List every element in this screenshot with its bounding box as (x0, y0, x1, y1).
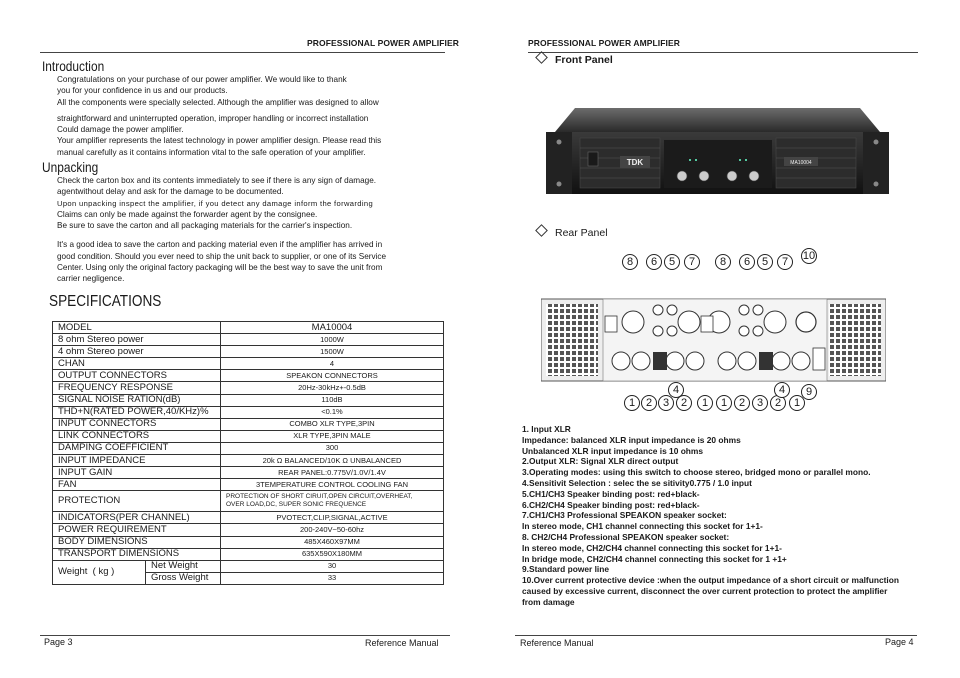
spec-label: LINK CONNECTORS (53, 430, 221, 442)
spec-label: INPUT IMPEDANCE (53, 455, 221, 467)
footer-manual: Reference Manual (365, 638, 439, 648)
callout-number: 3 (752, 395, 768, 411)
spec-row (53, 512, 444, 524)
description-line: 5.CH1/CH3 Speaker binding post: red+black- (522, 488, 700, 499)
footer-manual-right: Reference Manual (520, 638, 594, 648)
callout-number: 2 (770, 395, 786, 411)
spec-value: 3TEMPERATURE CONTROL COOLING FAN (221, 479, 444, 491)
callout-number: 7 (684, 254, 700, 270)
callout-number: 6 (739, 254, 755, 270)
callout-number: 4 (774, 382, 790, 398)
description-line: Unbalanced XLR input impedance is 10 ohms (522, 445, 704, 456)
spec-label: THD+N(RATED POWER,40/KHz)% (53, 406, 221, 418)
callout-number: 5 (664, 254, 680, 270)
spec-value: 485X460X97MM (221, 536, 444, 548)
rear-panel-image (541, 296, 886, 384)
spec-label: PROTECTION (53, 491, 221, 512)
description-line: In bridge mode, CH2/CH4 channel connecting this socket for 1 +1+ (522, 553, 787, 564)
gross-weight-label: Gross Weight (146, 572, 221, 584)
spec-label: INDICATORS(PER CHANNEL) (53, 512, 221, 524)
description-line: 10.Over current protective device :when the output impedance of a short circuit or malfunction (522, 575, 899, 586)
spec-row (53, 548, 444, 560)
callout-number: 1 (789, 395, 805, 411)
description-line: 3.Operating modes: using this switch to choose stereo, bridged mono or parallel mono. (522, 467, 871, 478)
callout-number: 2 (734, 395, 750, 411)
callout-number: 3 (658, 395, 674, 411)
spec-value: 200-240V~50-60hz (221, 524, 444, 536)
specifications-table (52, 321, 444, 585)
description-line: 1. Input XLR (522, 424, 571, 434)
weight-label: Weight ( kg ) (53, 560, 146, 584)
callout-number: 10 (802, 250, 816, 262)
diamond-icon (535, 51, 548, 64)
callout-number: 5 (757, 254, 773, 270)
spec-value: 110dB (221, 394, 444, 406)
spec-row (53, 479, 444, 491)
rear-panel-title: Rear Panel (537, 226, 608, 239)
spec-value: 4 (221, 358, 444, 370)
rear-panel-descriptions (522, 424, 899, 608)
callout-number: 6 (646, 254, 662, 270)
spec-label: FAN (53, 479, 221, 491)
spec-value: 1000W (221, 334, 444, 346)
spec-row (53, 346, 444, 358)
spec-value: COMBO XLR TYPE,3PIN (221, 418, 444, 430)
footer-rule-right (515, 635, 917, 636)
front-brand-label: TDK (626, 158, 644, 167)
spec-row (53, 370, 444, 382)
spec-row (53, 358, 444, 370)
footer-rule (40, 635, 450, 636)
unpacking-heading: Unpacking (42, 159, 99, 175)
spec-value: XLR TYPE,3PIN MALE (221, 430, 444, 442)
spec-value: PVOTECT,CLIP,SIGNAL,ACTIVE (221, 512, 444, 524)
spec-row (53, 418, 444, 430)
diamond-icon (535, 224, 548, 237)
spec-value: 635X590X180MM (221, 548, 444, 560)
description-line: 8. CH2/CH4 Professional SPEAKON speaker socket: (522, 531, 730, 542)
front-panel-title: Front Panel (537, 53, 613, 66)
spec-label: CHAN (53, 358, 221, 370)
net-weight-label: Net Weight (146, 560, 221, 572)
spec-label: INPUT GAIN (53, 467, 221, 479)
net-weight-value: 30 (221, 560, 444, 572)
spec-row (53, 406, 444, 418)
front-model-label: MA10004 (790, 160, 812, 166)
spec-label: BODY DIMENSIONS (53, 536, 221, 548)
spec-label: DAMPING COEFFICIENT (53, 442, 221, 454)
callout-number: 8 (715, 254, 731, 270)
spec-value: 300 (221, 442, 444, 454)
spec-row (53, 334, 444, 346)
spec-label: SIGNAL NOISE RATION(dB) (53, 394, 221, 406)
spec-label: TRANSPORT DIMENSIONS (53, 548, 221, 560)
header-title-right: PROFESSIONAL POWER AMPLIFIER (528, 38, 681, 48)
spec-label: 8 ohm Stereo power (53, 334, 221, 346)
spec-row (53, 467, 444, 479)
spec-value: REAR PANEL:0.775V/1.0V/1.4V (221, 467, 444, 479)
description-line: from damage (522, 596, 575, 607)
description-line: 9.Standard power line (522, 564, 610, 575)
spec-value: MA10004 (221, 322, 444, 334)
callout-number: 2 (641, 395, 657, 411)
front-panel-image (540, 100, 895, 200)
callout-number: 8 (622, 254, 638, 270)
spec-row (53, 322, 444, 334)
description-line: In stereo mode, CH2/CH4 channel connecting this socket for 1+1- (522, 542, 782, 553)
spec-value: 20Hz-30kHz+-0.5dB (221, 382, 444, 394)
description-line: 2.Output XLR: Signal XLR direct output (522, 456, 679, 467)
callout-number: 4 (668, 382, 684, 398)
description-line: 4.Sensitivit Selection : selec the se sitivity0.775 / 1.0 input (522, 477, 752, 488)
spec-label: POWER REQUIREMENT (53, 524, 221, 536)
spec-row (53, 455, 444, 467)
gross-weight-value: 33 (221, 572, 444, 584)
intro-heading: Introduction (42, 58, 105, 74)
spec-row (53, 430, 444, 442)
spec-value: 1500W (221, 346, 444, 358)
callout-number: 1 (624, 395, 640, 411)
intro-text: Congratulations on your purchase of our power amplifier. We would like to thank you for your confidence in us and our products. All the components were specially selected. Although the amplifier was designed to allow straightforward and uninterrupted operation, improper handling or incorrect installation Could damage the power amplifier. Your amplifier represents the latest technology in power amplifier design. Please read this manual carefully as it contains information vital to the safe operation of your amplifier. (57, 75, 382, 157)
callout-number: 1 (716, 395, 732, 411)
header-rule (40, 52, 445, 53)
spec-label: MODEL (53, 322, 221, 334)
page-number-right: Page 4 (885, 637, 914, 647)
spec-row-weight (53, 560, 444, 572)
spec-row (53, 524, 444, 536)
description-line: 7.CH1/CH3 Professional SPEAKON speaker socket: (522, 510, 727, 521)
description-line: caused by excessive current, disconnect the over current protection to protect the amplifier (522, 585, 888, 596)
description-line: In stereo mode, CH1 channel connecting this socket for 1+1- (522, 521, 763, 532)
spec-value: PROTECTION OF SHORT CIRUIT,OPEN CIRCUIT,OVERHEAT, OVER LOAD,DC, SUPER SONIC FREQUENCE (221, 491, 444, 512)
description-line: 6.CH2/CH4 Speaker binding post: red+black- (522, 499, 700, 510)
spec-value: <0.1% (221, 406, 444, 418)
spec-value: 20k Ω BALANCED/10K Ω UNBALANCED (221, 455, 444, 467)
callout-number: 2 (676, 395, 692, 411)
spec-label: FREQUENCY RESPONSE (53, 382, 221, 394)
callout-number: 1 (697, 395, 713, 411)
unpacking-text: Check the carton box and its contents immediately to see if there is any sign of damage. agentwithout delay and ask for the damage to be documented. Upon unpacking inspect the amplifier, if you detect any damage inform the forwarding Claims can only be made against the forwarder agent by the consignee. Be sure to save the carton and all packaging materials for the carrier's inspection. It's a good idea to save the carton and packing material even if the amplifier has arrived in good condition. Should you ever need to ship the unit back to supplier, or one of its Service Center. Using only the original factory packaging will be the best way to save the unit from carrier negligence. (57, 176, 387, 284)
spec-row (53, 491, 444, 512)
description-line: Impedance: balanced XLR input impedance is 20 ohms (522, 434, 741, 445)
callout-number: 7 (777, 254, 793, 270)
spec-row (53, 442, 444, 454)
page-number: Page 3 (44, 637, 73, 647)
spec-row (53, 382, 444, 394)
header-title: PROFESSIONAL POWER AMPLIFIER (307, 38, 460, 48)
specs-heading: SPECIFICATIONS (49, 293, 162, 310)
spec-value: SPEAKON CONNECTORS (221, 370, 444, 382)
spec-row (53, 536, 444, 548)
spec-row (53, 394, 444, 406)
callout-number: 9 (801, 384, 817, 400)
spec-label: 4 ohm Stereo power (53, 346, 221, 358)
spec-label: INPUT CONNECTORS (53, 418, 221, 430)
spec-label: OUTPUT CONNECTORS (53, 370, 221, 382)
